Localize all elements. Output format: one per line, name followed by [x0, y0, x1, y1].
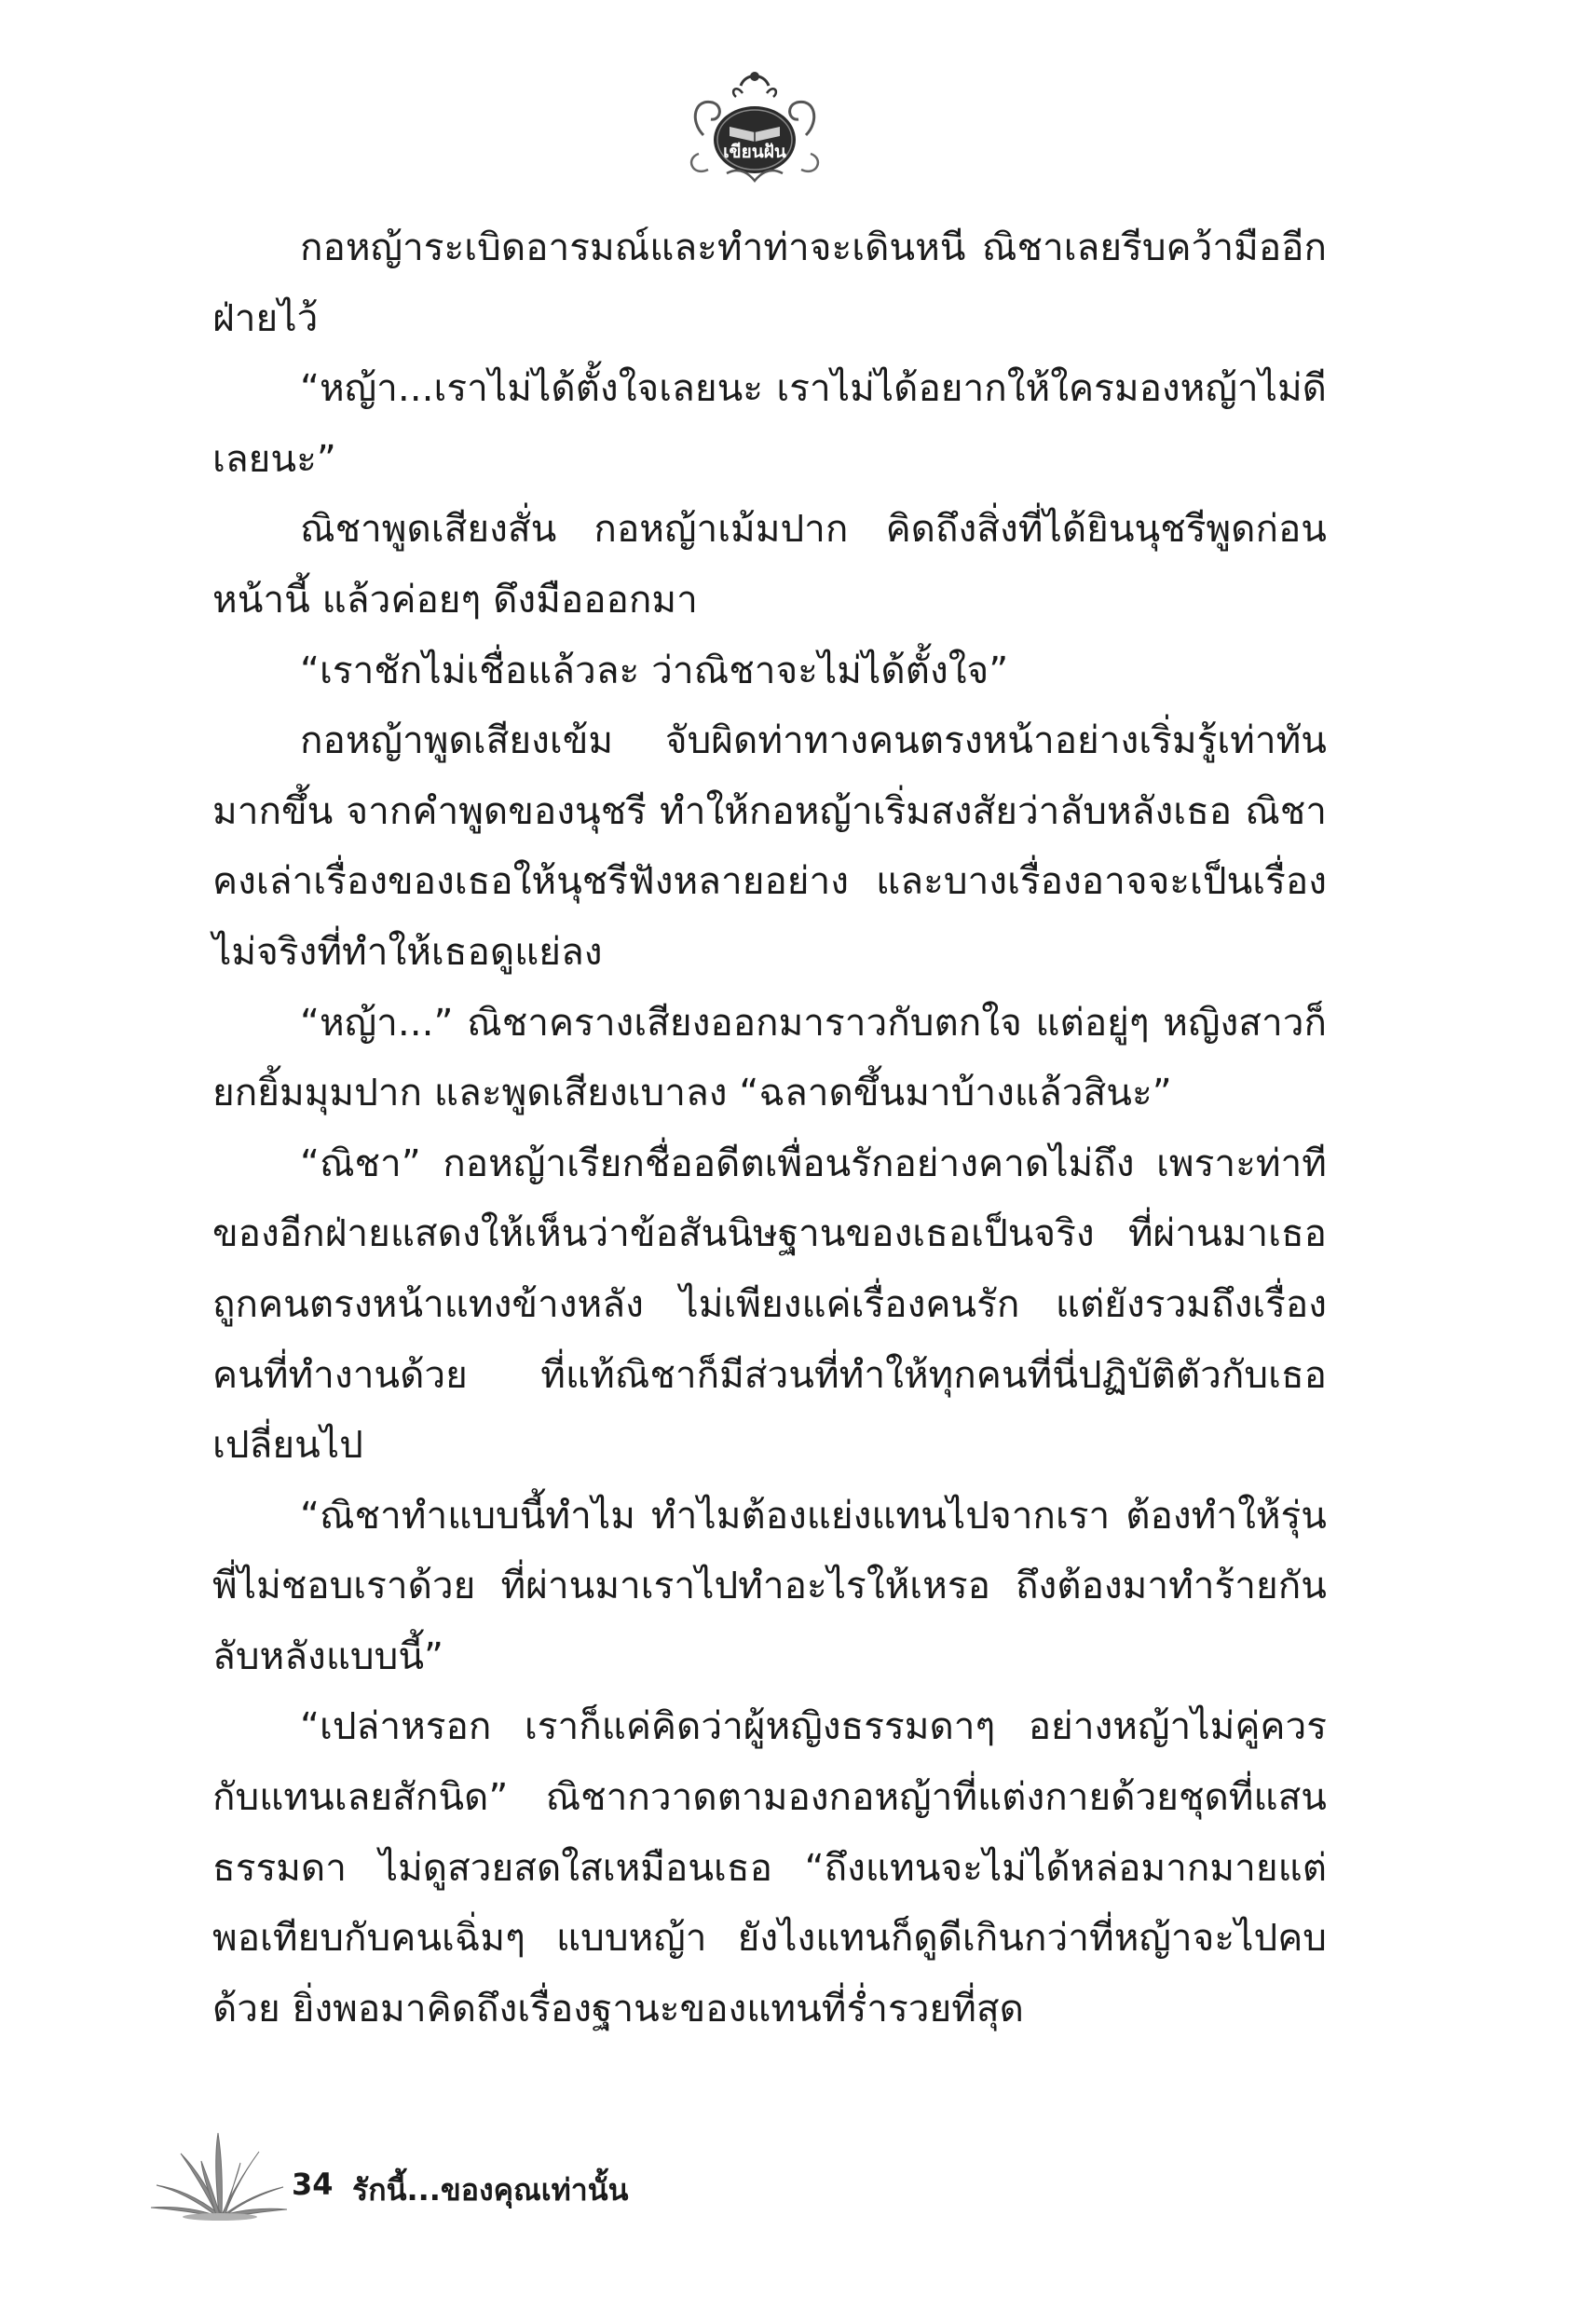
paragraph-8: “ณิชาทำแบบนี้ทำไม ทำไมต้องแย่งแทนไปจากเรา ต้องทำให้รุ่นพี่ไม่ชอบเราด้วย ที่ผ่านมาเราไปทำอะไรให้เหรอ ถึงต้องมาทำร้ายกันลับหลังแบบนี้” — [212, 1492, 1327, 1678]
paragraph-4: “เราชักไม่เชื่อแล้วละ ว่าณิชาจะไม่ได้ตั้งใจ” — [300, 647, 1009, 692]
paragraph-1: กอหญ้าระเบิดอารมณ์และทำท่าจะเดินหนี ณิชาเลยรีบคว้ามืออีกฝ่ายไว้ — [212, 225, 1327, 340]
paragraph-5: กอหญ้าพูดเสียงเข้ม จับผิดท่าทางคนตรงหน้าอย่างเริ่มรู้เท่าทันมากขึ้น จากคำพูดของนุชรี ทำให้กอหญ้าเริ่มสงสัยว่าลับหลังเธอ ณิชาคงเล่าเรื่องของเธอให้นุชรีฟังหลายอย่าง และบางเรื่องอาจจะเป็นเรื่องไม่จริงที่ทำให้เธอดูแย่ลง — [212, 718, 1327, 974]
paragraph-6: “หญ้า...” ณิชาครางเสียงออกมาราวกับตกใจ แต่อยู่ๆ หญิงสาวก็ยกยิ้มมุมปาก และพูดเสียงเบาลง “ฉลาดขึ้นมาบ้างแล้วสินะ” — [212, 999, 1327, 1115]
page-footer — [149, 2129, 801, 2241]
book-title: รักนี้...ของคุณเท่านั้น — [352, 2172, 629, 2208]
paragraph-7: “ณิชา” กอหญ้าเรียกชื่ออดีตเพื่อนรักอย่างคาดไม่ถึง เพราะท่าทีของอีกฝ่ายแสดงให้เห็นว่าข้อสันนิษฐานของเธอเป็นจริง ที่ผ่านมาเธอถูกคนตรงหน้าแทงข้างหลัง ไม่เพียงแค่เรื่องคนรัก แต่ยังรวมถึงเรื่องคนที่ทำงานด้วย ที่แท้ณิชาก็มีส่วนที่ทำให้ทุกคนที่นี่ปฏิบัติตัวกับเธอเปลี่ยนไป — [212, 1140, 1327, 1468]
grass-plant-icon — [149, 2129, 289, 2222]
page-number: 34 — [292, 2167, 334, 2202]
paragraph-3: ณิชาพูดเสียงสั่น กอหญ้าเม้มปาก คิดถึงสิ่งที่ได้ยินนุชรีพูดก่อนหน้านี้ แล้วค่อยๆ ดึงมือออกมา — [212, 506, 1327, 622]
body-text — [212, 212, 1327, 2044]
book-logo-icon — [685, 65, 825, 186]
logo-text: เขียนฝัน — [723, 142, 786, 162]
paragraph-2: “หญ้า...เราไม่ได้ตั้งใจเลยนะ เราไม่ได้อยากให้ใครมองหญ้าไม่ดีเลยนะ” — [212, 365, 1327, 481]
paragraph-9: “เปล่าหรอก เราก็แค่คิดว่าผู้หญิงธรรมดาๆ อย่างหญ้าไม่คู่ควรกับแทนเลยสักนิด” ณิชากวาดตามองกอหญ้าที่แต่งกายด้วยชุดที่แสนธรรมดา ไม่ดูสวยสดใสเหมือนเธอ “ถึงแทนจะไม่ได้หล่อมากมายแต่พอเทียบกับคนเฉิ่มๆ แบบหญ้า ยังไงแทนก็ดูดีเกินกว่าที่หญ้าจะไปคบด้วย ยิ่งพอมาคิดถึงเรื่องฐานะของแทนที่ร่ำรวยที่สุด — [212, 1703, 1327, 2031]
